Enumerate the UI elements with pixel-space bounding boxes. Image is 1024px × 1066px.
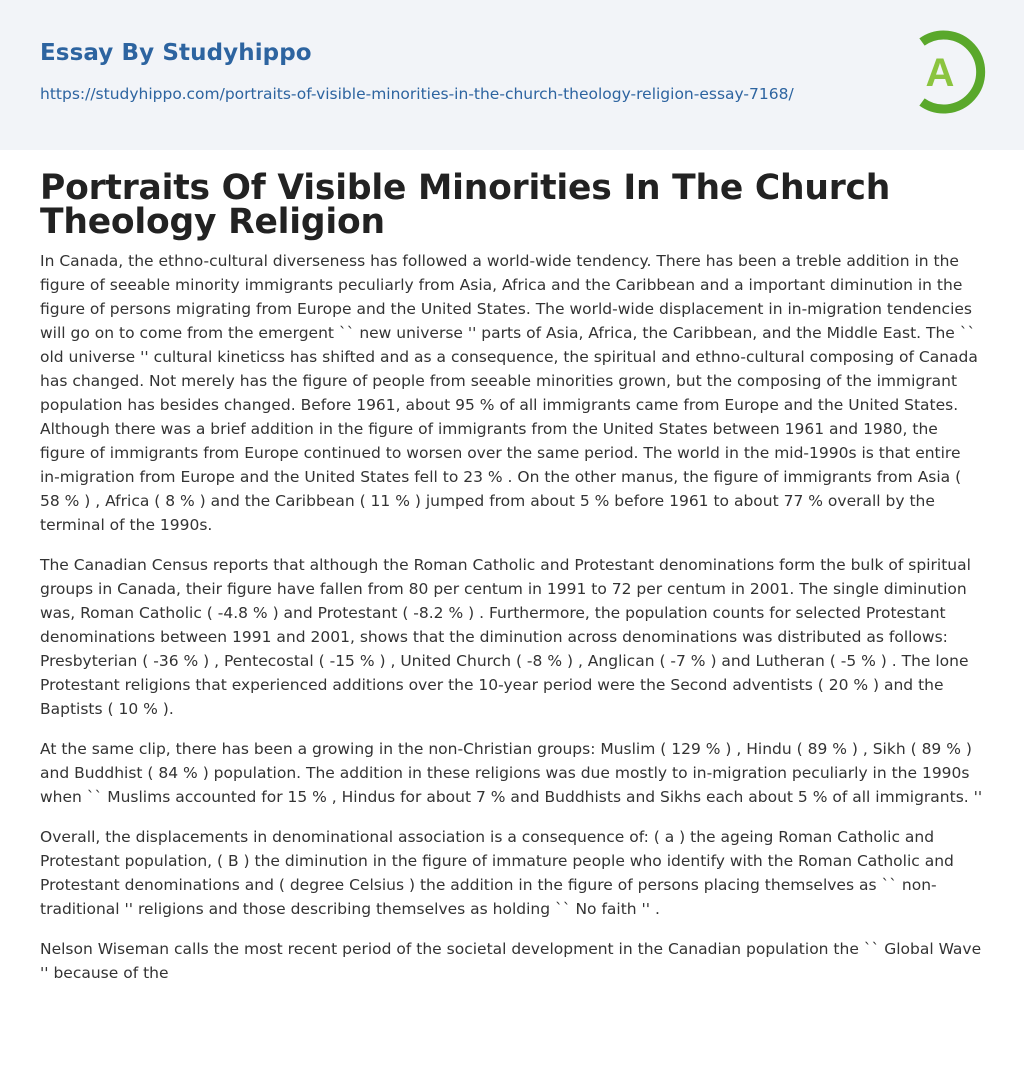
essay-paragraph: Nelson Wiseman calls the most recent period of the societal development in the Canadian population the `` Global Wave '' because of the (40, 940, 982, 982)
essay-title: Portraits Of Visible Minorities In The Church Theology Religion (40, 168, 891, 242)
essay-paragraph: The Canadian Census reports that although the Roman Catholic and Protestant denominations form the bulk of spiritual groups in Canada, their figure have fallen from 80 per centum in 1991 to 72 per centum in 2001. The single diminution was, Roman Catholic ( -4.8 % ) and Protestant ( -8.2 % ) . Furthermore, the population counts for selected Protestant denominations between 1991 and 2001, shows that the diminution across denominations was distributed as follows: Presbyterian ( -36 % ) , Pentecostal ( -15 % ) , United Church ( -8 % ) , Anglican ( -7 % ) and Lutheran ( -5 % ) . The lone Protestant religions that experienced additions over the 10-year period were the Second adventists ( 20 % ) and the Baptists ( 10 % ). (40, 556, 971, 718)
essay-url-link[interactable]: https://studyhippo.com/portraits-of-visible-minorities-in-the-church-theology-religion-essay-7168/ (40, 85, 794, 103)
svg-text:A: A (925, 51, 955, 95)
essay-body (40, 249, 984, 1001)
essay-paragraph: At the same clip, there has been a growing in the non-Christian groups: Muslim ( 129 % ) , Hindu ( 89 % ) , Sikh ( 89 % ) and Buddhist ( 84 % ) population. The addition in these religions was due mostly to in-migration peculiarly in the 1990s when `` Muslims accounted for 15 % , Hindus for about 7 % and Buddhists and Sikhs each about 5 % of all immigrants. '' (40, 740, 983, 806)
essay-paragraph: In Canada, the ethno-cultural diverseness has followed a world-wide tendency. There has been a treble addition in the figure of seeable minority immigrants peculiarly from Asia, Africa and the Caribbean and a important diminution in the figure of persons migrating from Europe and the United States. The world-wide displacement in in-migration tendencies will go on to come from the emergent `` new universe '' parts of Asia, Africa, the Caribbean, and the Middle East. The `` old universe '' cultural kineticss has shifted and as a consequence, the spiritual and ethno-cultural composing of Canada has changed. Not merely has the figure of people from seeable minorities grown, but the composing of the immigrant population has besides changed. Before 1961, about 95 % of all immigrants came from Europe and the United States. Although there was a brief addition in the figure of immigrants from the United States between 1961 and 1980, the figure of immigrants from Europe continued to worsen over the same period. The world in the mid-1990s is that entire in-migration from Europe and the United States fell to 23 % . On the other manus, the figure of immigrants from Asia ( 58 % ) , Africa ( 8 % ) and the Caribbean ( 11 % ) jumped from about 5 % before 1961 to about 77 % overall by the terminal of the 1990s. (40, 252, 978, 534)
site-brand[interactable]: Essay By Studyhippo (40, 40, 312, 66)
site-header (0, 0, 1024, 150)
essay-paragraph: Overall, the displacements in denominational association is a consequence of: ( a ) the ageing Roman Catholic and Protestant population, ( B ) the diminution in the figure of immature people who identify with the Roman Catholic and Protestant denominations and ( degree Celsius ) the addition in the figure of persons placing themselves as `` non-traditional '' religions and those describing themselves as holding `` No faith '' . (40, 828, 954, 918)
studyhippo-logo-icon[interactable] (904, 28, 988, 116)
